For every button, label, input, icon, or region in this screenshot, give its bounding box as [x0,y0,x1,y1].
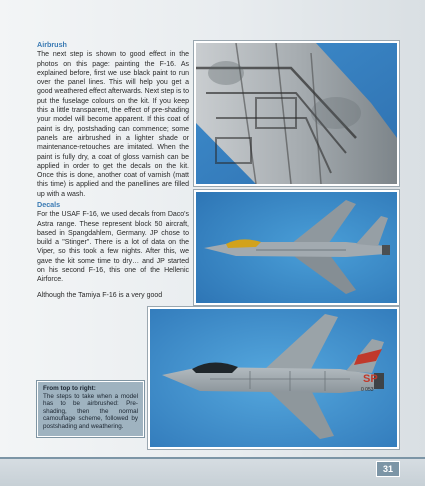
section-heading-airbrush: Airbrush [37,40,67,49]
section-body-airbrush: The next step is shown to good effect in the photos on this page: painting the F-16. As explained before, first we use black paint to run over the panel lines. This will help you get a good weathered effect afterwards. Next step is to put the fuselage colours on the kit. If you keep this a little transparent, the effect of pre-shading your model will become apparent. If this coat of paint is dry, postshading can commence; some panels are airbrushed in a lighter shade or maintenance-retouches are imitated. When the paint is fully dry, a coat of gloss varnish can be applied in order to get the decals on the kit. Once this is done, another coat of varnish (matt this time) is applied and the panellines are filled up with a wash. [37,51,190,198]
airbrush-section [37,40,189,199]
caption-body: The steps to take when a model has to be airbrushed: Pre-shading, then the normal camouflage scheme, followed by postshading and weathering. [43,392,138,430]
photo-camouflage-scheme [194,190,399,305]
continuation-text: Although the Tamiya F-16 is a very good [37,292,163,299]
caption-title: From top to right: [43,385,96,392]
tail-code-marking: SP [363,373,378,385]
photo-preshading-closeup [194,41,399,186]
footer-band [0,459,425,486]
camouflage-scheme-image [196,192,397,303]
finished-model-image [150,309,397,447]
photo-finished-model [148,307,399,449]
decals-section [37,200,189,285]
preshading-closeup-image [196,43,397,184]
section-heading-decals: Decals [37,200,61,209]
section-body-decals: For the USAF F-16, we used decals from Daco's Astra range. These represent block 50 aircraft, based in Spangdahlem, Germany. JP chose to build a "Stinger". There is a lot of data on the Viper, so this took a few nights. After this, we gave the kit some time to dry… and JP started on his second F-16, this one of the Hellenic Airforce. [37,211,189,284]
serial-marking: 0 053 [361,387,374,393]
continuation-paragraph [37,291,189,300]
photo-caption [37,381,144,437]
page-number: 31 [376,461,400,477]
